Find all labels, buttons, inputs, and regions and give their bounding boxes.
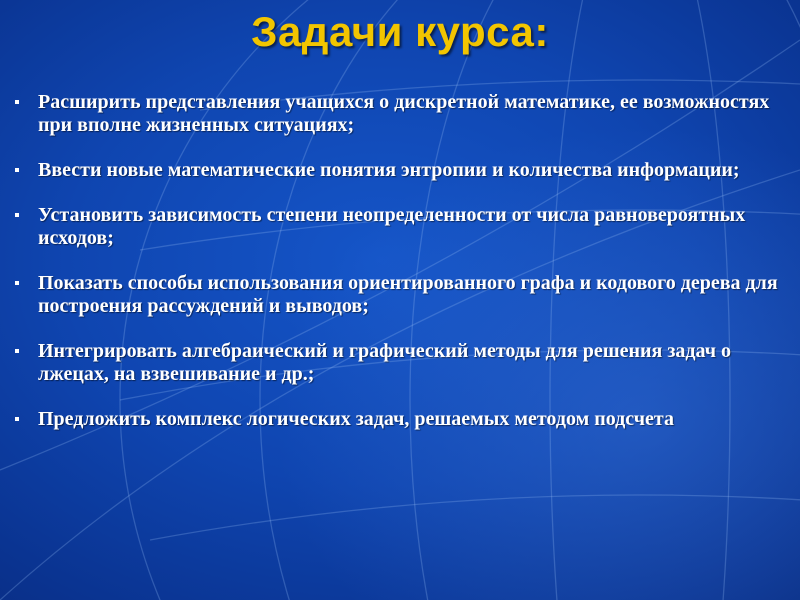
list-item-text: Показать способы использования ориентированного графа и кодового дерева для построения рассуждений и выводов; <box>38 272 778 317</box>
list-item <box>0 204 800 250</box>
bullet-icon <box>15 349 19 353</box>
list-item <box>0 91 800 137</box>
task-list <box>0 91 800 453</box>
bullet-icon <box>15 168 19 172</box>
list-item-text: Расширить представления учащихся о дискретной математике, ее возможностях при вполне жизненных ситуациях; <box>38 91 770 136</box>
bullet-icon <box>15 281 19 285</box>
slide-title: Задачи курса: <box>251 8 549 55</box>
list-item-text: Предложить комплекс логических задач, решаемых методом подсчета <box>38 408 674 430</box>
bullet-icon <box>15 213 19 217</box>
list-item-text: Ввести новые математические понятия энтропии и количества информации; <box>38 159 740 181</box>
list-item <box>0 340 800 386</box>
list-item-text: Установить зависимость степени неопределенности от числа равновероятных исходов; <box>38 204 746 249</box>
bullet-icon <box>15 100 19 104</box>
bullet-icon <box>15 417 19 421</box>
list-item <box>0 272 800 318</box>
list-item <box>0 159 800 182</box>
list-item-text: Интегрировать алгебраический и графический методы для решения задач о лжецах, на взвешивание и др.; <box>38 340 731 385</box>
list-item <box>0 408 800 431</box>
